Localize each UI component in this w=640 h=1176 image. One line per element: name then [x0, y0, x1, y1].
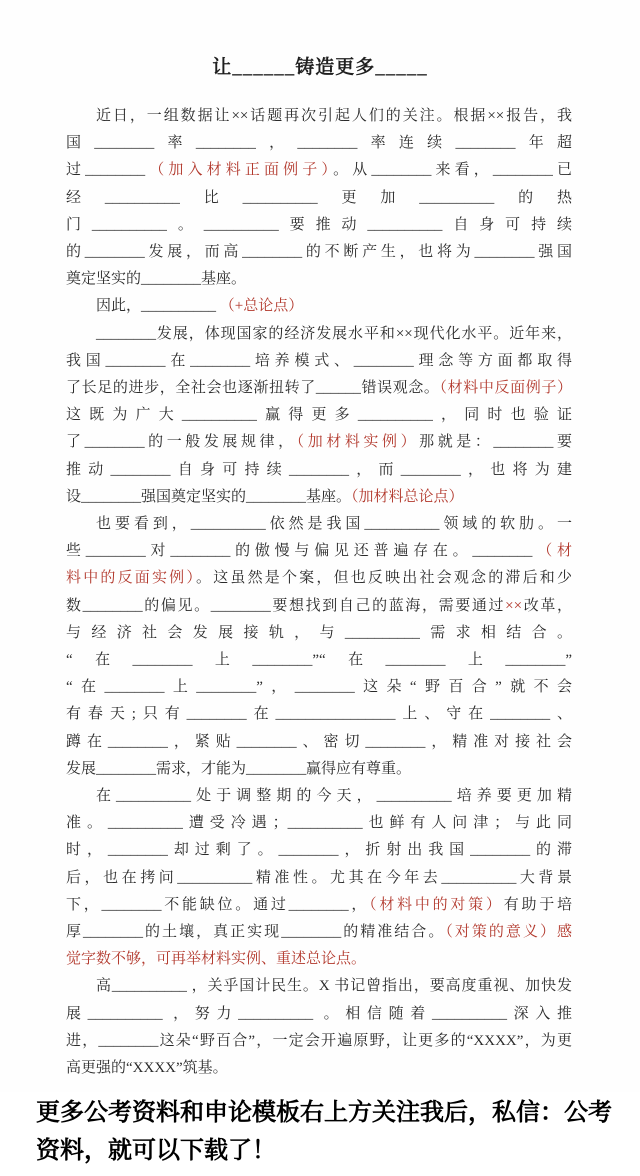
document-line [66, 729, 572, 756]
document-line [66, 103, 572, 130]
document-title: 让______铸造更多_____ [212, 57, 428, 78]
text-segment: 进，________这朵“野百合”，一定会开遍原野，让更多的“XXXX”，为更 [66, 1032, 572, 1049]
annotation-segment: （加入材料正面例子） [145, 162, 334, 179]
text-segment: 蹲在________，紧贴________、密切________，精准对接社会 [66, 733, 572, 750]
annotation-segment: （材料中的对策） [369, 896, 504, 913]
annotation-segment: ×× [505, 597, 523, 614]
document-line [66, 946, 572, 973]
document-line [66, 484, 572, 511]
document-line [66, 212, 572, 239]
text-segment: 我国________在________培养模式、________理念等方面都取得 [66, 352, 572, 369]
text-segment: 高更强的“XXXX”筑基。 [66, 1060, 228, 1076]
text-segment: 。从________来看，________已 [333, 162, 572, 179]
document-line [66, 837, 572, 864]
text-segment: 了长足的进步，全社会也逐渐扭转了______错误观念。 [66, 380, 440, 396]
text-segment: 门__________。__________要推动__________自身可持续 [66, 216, 572, 233]
document-line [66, 402, 572, 429]
text-segment: 厚________的土壤，真正实现________的精准结合。 [66, 924, 446, 940]
annotation-segment: （+总论点） [219, 298, 304, 315]
document-line [66, 538, 572, 565]
text-segment: 经__________比__________更加__________的热 [66, 189, 572, 206]
text-segment: 了________的一般发展规律， [66, 434, 297, 451]
text-segment: 有助于培 [503, 896, 572, 913]
document-line [66, 457, 572, 484]
text-segment: 那就是：________要 [419, 434, 572, 451]
document-line [66, 701, 572, 728]
document-line [66, 593, 572, 620]
document-line [66, 375, 572, 402]
document-line [66, 973, 572, 1000]
document-line [66, 810, 572, 837]
annotation-segment: （加材料总论点） [351, 488, 464, 505]
document-line [66, 185, 572, 212]
text-segment: 近日，一组数据让××话题再次引起人们的关注。根据××报告，我 [96, 108, 572, 124]
text-segment: 。这虽然是个案，但也反映出社会观念的滞后和少 [196, 570, 572, 587]
text-segment: 些________对________的傲慢与偏见还普遍存在。________ [66, 543, 533, 560]
document-line [66, 293, 572, 320]
annotation-segment: （材料中反面例子） [439, 380, 572, 396]
text-segment: 准。__________遭受冷遇；__________也鲜有人问津；与此同 [66, 815, 572, 832]
text-segment: ________发展，体现国家的经济发展水平和××现代化水平。近年来， [96, 325, 572, 342]
text-segment: 设________强国奠定坚实的________基座。 [66, 488, 352, 505]
text-segment: 推动________自身可持续________，而________，也将为建 [66, 461, 572, 478]
text-segment: 因此，__________ [96, 298, 220, 315]
document-line [66, 783, 572, 810]
annotation-segment: （加材料实例） [296, 434, 420, 451]
document-line [66, 157, 572, 184]
document-line [66, 1001, 572, 1028]
document-line [66, 239, 572, 266]
text-segment: 奠定坚实的________基座。 [66, 271, 247, 288]
promo-footer-text: 更多公考资料和申论模板右上方关注我后，私信：公考资料，就可以下载了！ [36, 1099, 612, 1164]
annotation-segment: 料中的反面实例） [66, 570, 197, 587]
document-line [66, 647, 572, 674]
text-segment: 下，________不能缺位。通过________， [66, 896, 370, 913]
text-segment: 高__________ ，关乎国计民生。X 书记曾指出，要高度重视、加快发 [96, 978, 572, 995]
document-line [66, 1055, 572, 1082]
text-segment: 的________发展，而高________的不断产生，也将为________强国 [66, 244, 572, 260]
text-segment: 有春天;只有________在________________上、守在________、 [66, 706, 572, 723]
document-line [66, 756, 572, 783]
text-segment: 展__________ ，努力__________ 。相信随着__________深入推 [66, 1005, 572, 1022]
text-segment: “在________上________”“在________上________” [66, 652, 572, 668]
annotation-segment: （对策的意义）感 [445, 924, 572, 940]
document-line [66, 1028, 572, 1055]
annotation-segment: 觉字数不够，可再举材料实例、重述总论点。 [66, 951, 367, 968]
document-line [66, 429, 572, 456]
document-line [66, 620, 572, 647]
document-line [66, 130, 572, 157]
document-line [66, 511, 572, 538]
text-segment: 后，也在拷问__________精准性。尤其在今年去__________大背景 [66, 869, 572, 886]
document-line [66, 919, 572, 946]
text-segment: 发展________需求，才能为________赢得应有尊重。 [66, 760, 412, 777]
text-segment: 也要看到，__________依然是我国__________领域的软肋。一 [96, 516, 572, 532]
document-line [66, 266, 572, 293]
text-segment: 数________的偏见。________要想找到自己的蓝海，需要通过 [66, 597, 506, 614]
document-line [66, 565, 572, 592]
text-segment: 改革， [522, 597, 572, 614]
text-segment: “在________上________”，________这朵“野百合”就不会 [66, 679, 572, 696]
document-line [66, 674, 572, 701]
text-segment: 与经济社会发展接轨，与__________需求相结合。 [66, 624, 572, 641]
text-segment: 在__________处于调整期的今天，__________培养要更加精 [96, 788, 572, 804]
text-segment: 过________ [66, 162, 146, 179]
document-line [66, 321, 572, 348]
annotation-segment: （材 [532, 543, 572, 560]
text-segment: 国________率________，________率连续________年超 [66, 135, 572, 152]
document-line [66, 865, 572, 892]
document-line [66, 348, 572, 375]
text-segment: 时，________却过剩了。________，折射出我国________的滞 [66, 842, 572, 859]
text-segment: 这既为广大__________赢得更多__________，同时也验证 [66, 407, 572, 424]
document-line [66, 892, 572, 919]
